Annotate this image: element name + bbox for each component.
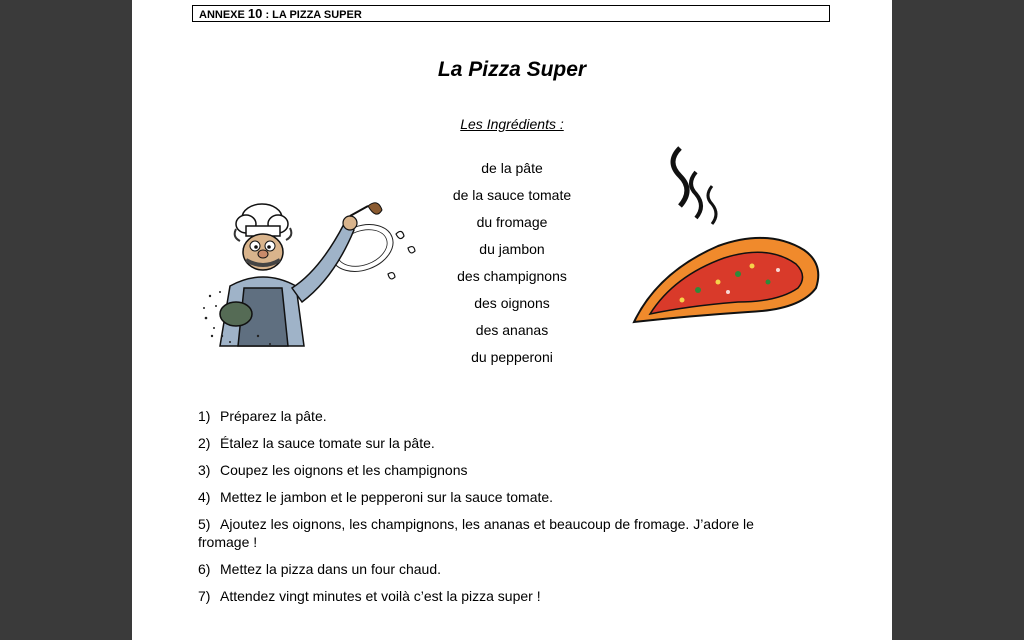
step-item bbox=[198, 461, 788, 479]
step-number: 3) bbox=[198, 462, 211, 478]
step-number: 6) bbox=[198, 561, 211, 577]
step-number: 4) bbox=[198, 489, 211, 505]
step-text: Attendez vingt minutes et voilà c’est la pizza super ! bbox=[220, 588, 541, 604]
annex-header bbox=[192, 5, 830, 22]
ingredient-item: des champignons bbox=[457, 268, 567, 284]
ingredient-item: du fromage bbox=[476, 214, 548, 230]
step-item bbox=[198, 434, 788, 452]
step-item bbox=[198, 560, 788, 578]
page-title: La Pizza Super bbox=[437, 58, 587, 81]
ingredient-item: des oignons bbox=[474, 295, 550, 311]
ingredient-item: de la sauce tomate bbox=[452, 187, 572, 203]
ingredient-item: du pepperoni bbox=[471, 349, 553, 365]
step-text: Mettez le jambon et le pepperoni sur la sauce tomate. bbox=[220, 489, 554, 505]
step-number: 7) bbox=[198, 588, 211, 604]
ingredients-heading: Les Ingrédients : bbox=[460, 116, 564, 132]
step-text: Étalez la sauce tomate sur la pâte. bbox=[220, 435, 435, 451]
step-item bbox=[198, 515, 788, 551]
chef-illustration bbox=[200, 196, 435, 350]
step-item bbox=[198, 407, 788, 425]
step-item bbox=[198, 587, 788, 605]
annex-title: : LA PIZZA SUPER bbox=[265, 9, 362, 21]
step-text: Préparez la pâte. bbox=[220, 408, 327, 424]
step-item bbox=[198, 488, 788, 506]
annex-prefix: ANNEXE bbox=[199, 9, 245, 21]
ingredient-item: des ananas bbox=[475, 322, 549, 338]
step-number: 2) bbox=[198, 435, 211, 451]
step-number: 1) bbox=[198, 408, 211, 424]
ingredient-item: de la pâte bbox=[481, 160, 543, 176]
step-text: Ajoutez les oignons, les champignons, les ananas et beaucoup de fromage. J’adore le fromage ! bbox=[198, 516, 754, 550]
pizza-slice-illustration bbox=[628, 142, 828, 338]
steps-list bbox=[198, 407, 788, 614]
ingredient-item: du jambon bbox=[479, 241, 545, 257]
document-page bbox=[132, 0, 892, 640]
step-text: Mettez la pizza dans un four chaud. bbox=[220, 561, 442, 577]
step-text: Coupez les oignons et les champignons bbox=[220, 462, 468, 478]
step-number: 5) bbox=[198, 516, 211, 532]
annex-number: 10 bbox=[247, 6, 263, 21]
